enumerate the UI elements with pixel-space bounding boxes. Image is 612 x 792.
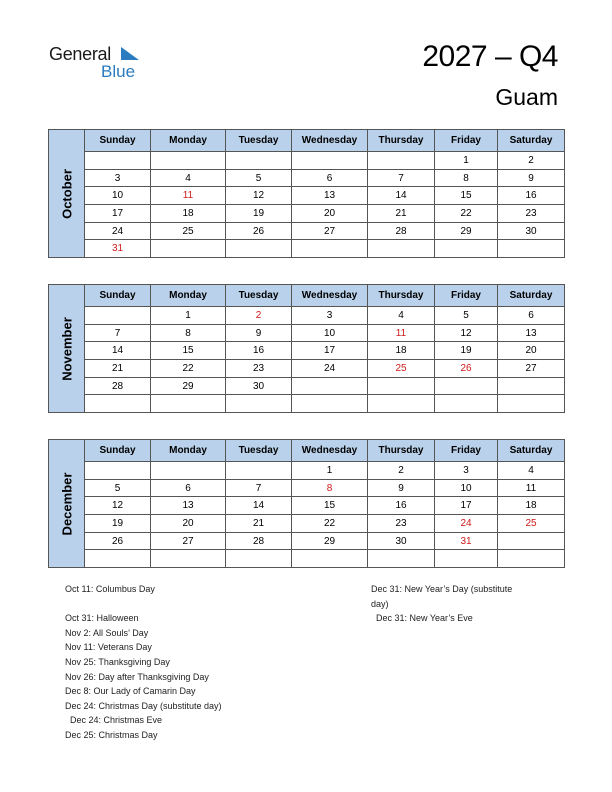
day-cell: 2 xyxy=(498,152,565,170)
holiday-entry: Nov 2: All Souls’ Day xyxy=(65,627,149,638)
logo-general-text: General xyxy=(49,44,111,64)
week-row xyxy=(49,515,565,533)
week-row xyxy=(49,377,565,395)
day-cell: 26 xyxy=(85,532,151,550)
day-cell: 14 xyxy=(226,497,292,515)
day-cell: 15 xyxy=(292,497,368,515)
holiday-entry: Dec 31: New Year’s Day (substitute xyxy=(371,584,513,594)
day-cell: 27 xyxy=(498,360,565,378)
month-name: November xyxy=(59,316,74,381)
day-cell: 23 xyxy=(226,360,292,378)
day-cell: 31 xyxy=(435,532,498,550)
month-calendar-november xyxy=(48,284,564,413)
day-cell: 5 xyxy=(435,307,498,325)
day-cell: 17 xyxy=(85,205,151,223)
weekday-header: Wednesday xyxy=(292,285,368,307)
week-row xyxy=(49,240,565,258)
month-label-cell xyxy=(49,285,85,413)
day-cell xyxy=(292,377,368,395)
weekday-header: Monday xyxy=(151,130,226,152)
day-cell xyxy=(226,550,292,568)
holiday-list-right xyxy=(371,582,512,626)
day-cell xyxy=(151,395,226,413)
day-cell: 8 xyxy=(292,479,368,497)
day-cell xyxy=(498,377,565,395)
day-cell: 22 xyxy=(151,360,226,378)
page-title: 2027 – Q4 xyxy=(422,40,558,73)
day-cell xyxy=(151,462,226,480)
day-cell: 16 xyxy=(498,187,565,205)
day-cell: 9 xyxy=(226,324,292,342)
day-cell: 5 xyxy=(85,479,151,497)
holiday-entry: Nov 11: Veterans Day xyxy=(65,642,152,653)
logo-blue-text: Blue xyxy=(101,62,136,81)
week-row xyxy=(49,152,565,170)
holiday-entry: Oct 11: Columbus Day xyxy=(65,584,155,594)
week-row xyxy=(49,169,565,187)
day-cell: 19 xyxy=(85,515,151,533)
day-cell: 21 xyxy=(226,515,292,533)
day-cell: 11 xyxy=(151,187,226,205)
day-cell: 18 xyxy=(368,342,435,360)
day-cell: 24 xyxy=(292,360,368,378)
weekday-header: Friday xyxy=(435,440,498,462)
week-row xyxy=(49,324,565,342)
weekday-header: Sunday xyxy=(85,440,151,462)
month-calendar-december xyxy=(48,439,564,568)
weekday-header: Saturday xyxy=(498,285,565,307)
day-cell xyxy=(85,307,151,325)
day-cell xyxy=(226,152,292,170)
holiday-entry: Dec 24: Christmas Day (substitute day) xyxy=(65,700,222,711)
weekday-header: Wednesday xyxy=(292,440,368,462)
day-cell: 16 xyxy=(226,342,292,360)
day-cell: 11 xyxy=(368,324,435,342)
day-cell: 1 xyxy=(435,152,498,170)
day-cell: 15 xyxy=(435,187,498,205)
day-cell xyxy=(368,240,435,258)
weekday-header: Friday xyxy=(435,285,498,307)
week-row xyxy=(49,187,565,205)
day-cell xyxy=(292,152,368,170)
day-cell: 26 xyxy=(435,360,498,378)
day-cell: 23 xyxy=(498,205,565,223)
day-cell xyxy=(292,395,368,413)
holiday-entry: Dec 24: Christmas Eve xyxy=(65,715,163,726)
day-cell: 29 xyxy=(151,377,226,395)
day-cell xyxy=(368,550,435,568)
day-cell xyxy=(292,240,368,258)
day-cell xyxy=(435,377,498,395)
weekday-header: Sunday xyxy=(85,130,151,152)
day-cell: 17 xyxy=(292,342,368,360)
week-row xyxy=(49,462,565,480)
day-cell: 4 xyxy=(151,169,226,187)
holiday-entry: Oct 31: Halloween xyxy=(65,613,139,624)
day-cell: 2 xyxy=(226,307,292,325)
day-cell: 27 xyxy=(151,532,226,550)
day-cell: 7 xyxy=(368,169,435,187)
day-cell xyxy=(368,395,435,413)
day-cell: 16 xyxy=(368,497,435,515)
day-cell xyxy=(151,550,226,568)
day-cell: 3 xyxy=(292,307,368,325)
week-row xyxy=(49,532,565,550)
day-cell xyxy=(498,550,565,568)
day-cell xyxy=(85,152,151,170)
day-cell: 19 xyxy=(435,342,498,360)
day-cell: 26 xyxy=(226,222,292,240)
day-cell xyxy=(151,240,226,258)
day-cell: 12 xyxy=(226,187,292,205)
day-cell: 20 xyxy=(151,515,226,533)
day-cell: 15 xyxy=(151,342,226,360)
weekday-header: Wednesday xyxy=(292,130,368,152)
day-cell: 22 xyxy=(292,515,368,533)
calendar-table xyxy=(48,129,565,258)
day-cell: 13 xyxy=(151,497,226,515)
logo-triangle-icon xyxy=(121,47,139,60)
day-cell: 25 xyxy=(151,222,226,240)
day-cell: 10 xyxy=(435,479,498,497)
day-cell: 18 xyxy=(151,205,226,223)
day-cell: 12 xyxy=(85,497,151,515)
day-cell: 9 xyxy=(368,479,435,497)
day-cell xyxy=(226,240,292,258)
day-cell: 10 xyxy=(85,187,151,205)
day-cell: 6 xyxy=(498,307,565,325)
day-cell: 21 xyxy=(368,205,435,223)
holiday-entry: Dec 8: Our Lady of Camarin Day xyxy=(65,686,196,697)
day-cell: 20 xyxy=(498,342,565,360)
weekday-header: Monday xyxy=(151,285,226,307)
day-cell: 21 xyxy=(85,360,151,378)
day-cell: 1 xyxy=(151,307,226,325)
calendar-table xyxy=(48,439,565,568)
day-cell: 1 xyxy=(292,462,368,480)
month-label-cell xyxy=(49,130,85,258)
day-cell: 4 xyxy=(498,462,565,480)
weekday-header: Tuesday xyxy=(226,440,292,462)
weekday-header: Sunday xyxy=(85,285,151,307)
weekday-header: Tuesday xyxy=(226,285,292,307)
day-cell: 3 xyxy=(85,169,151,187)
page-subtitle: Guam xyxy=(495,84,558,110)
weekday-header: Monday xyxy=(151,440,226,462)
day-cell: 29 xyxy=(292,532,368,550)
week-row xyxy=(49,205,565,223)
generalblue-logo xyxy=(49,44,149,84)
day-cell: 28 xyxy=(85,377,151,395)
month-label-cell xyxy=(49,440,85,568)
holiday-entry: Dec 31: New Year’s Eve xyxy=(371,613,473,624)
day-cell: 6 xyxy=(292,169,368,187)
weekday-header: Friday xyxy=(435,130,498,152)
weekday-header: Saturday xyxy=(498,440,565,462)
day-cell: 7 xyxy=(226,479,292,497)
day-cell: 13 xyxy=(498,324,565,342)
day-cell: 18 xyxy=(498,497,565,515)
day-cell: 14 xyxy=(368,187,435,205)
day-cell xyxy=(435,395,498,413)
day-cell xyxy=(498,395,565,413)
week-row xyxy=(49,550,565,568)
day-cell xyxy=(85,550,151,568)
day-cell: 30 xyxy=(226,377,292,395)
day-cell xyxy=(292,550,368,568)
day-cell: 9 xyxy=(498,169,565,187)
day-cell xyxy=(226,395,292,413)
day-cell xyxy=(368,377,435,395)
month-name: October xyxy=(59,168,74,219)
day-cell: 2 xyxy=(368,462,435,480)
day-cell: 20 xyxy=(292,205,368,223)
day-cell: 24 xyxy=(85,222,151,240)
day-cell: 28 xyxy=(368,222,435,240)
weekday-header: Thursday xyxy=(368,285,435,307)
day-cell xyxy=(226,462,292,480)
day-cell xyxy=(85,395,151,413)
day-cell: 31 xyxy=(85,240,151,258)
month-name: December xyxy=(59,472,74,535)
day-cell xyxy=(151,152,226,170)
day-cell: 27 xyxy=(292,222,368,240)
day-cell: 19 xyxy=(226,205,292,223)
day-cell: 5 xyxy=(226,169,292,187)
day-cell: 8 xyxy=(151,324,226,342)
day-cell: 13 xyxy=(292,187,368,205)
weekday-header: Tuesday xyxy=(226,130,292,152)
day-cell: 12 xyxy=(435,324,498,342)
day-cell xyxy=(85,462,151,480)
week-row xyxy=(49,222,565,240)
day-cell: 4 xyxy=(368,307,435,325)
day-cell: 8 xyxy=(435,169,498,187)
day-cell xyxy=(498,240,565,258)
weekday-header: Saturday xyxy=(498,130,565,152)
day-cell: 23 xyxy=(368,515,435,533)
week-row xyxy=(49,497,565,515)
week-row xyxy=(49,342,565,360)
day-cell: 11 xyxy=(498,479,565,497)
day-cell xyxy=(368,152,435,170)
holiday-list-left xyxy=(65,582,222,743)
day-cell: 7 xyxy=(85,324,151,342)
weekday-header: Thursday xyxy=(368,130,435,152)
month-calendar-october xyxy=(48,129,564,258)
day-cell: 6 xyxy=(151,479,226,497)
holiday-entry: Dec 25: Christmas Day xyxy=(65,729,158,740)
day-cell: 22 xyxy=(435,205,498,223)
day-cell: 10 xyxy=(292,324,368,342)
calendar-table xyxy=(48,284,565,413)
week-row xyxy=(49,307,565,325)
day-cell xyxy=(498,532,565,550)
day-cell: 29 xyxy=(435,222,498,240)
day-cell xyxy=(435,240,498,258)
day-cell xyxy=(435,550,498,568)
week-row xyxy=(49,360,565,378)
day-cell: 28 xyxy=(226,532,292,550)
day-cell: 14 xyxy=(85,342,151,360)
day-cell: 17 xyxy=(435,497,498,515)
day-cell: 25 xyxy=(368,360,435,378)
day-cell: 25 xyxy=(498,515,565,533)
day-cell: 30 xyxy=(368,532,435,550)
holiday-entry: day) xyxy=(371,598,389,609)
day-cell: 24 xyxy=(435,515,498,533)
week-row xyxy=(49,479,565,497)
holiday-entry xyxy=(65,597,222,612)
holiday-entry: Nov 25: Thanksgiving Day xyxy=(65,656,170,667)
day-cell: 3 xyxy=(435,462,498,480)
weekday-header: Thursday xyxy=(368,440,435,462)
week-row xyxy=(49,395,565,413)
day-cell: 30 xyxy=(498,222,565,240)
holiday-entry: Nov 26: Day after Thanksgiving Day xyxy=(65,671,209,682)
